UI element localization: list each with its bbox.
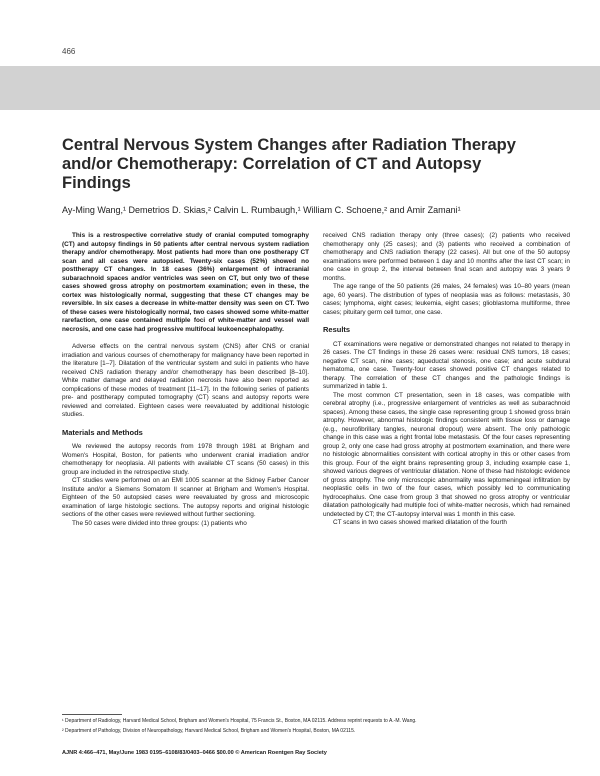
results-paragraph-1: CT examinations were negative or demonstrated changes not related to therapy in 26 cases. The CT findings in these 26 cases were: residual CNS tumors, 18 cases; negative CT scan, nine cases; aqueductal stenosis, one case; and acute subdural hematoma, one case. Twenty-four cases showed positive CT changes related to therapy. The correlation of these CT changes and the pathologic findings is summarized in table 1. — [323, 340, 570, 390]
journal-citation: AJNR 4:466–471, May/June 1983 0195–6108/83/0403–0466 $00.00 © American Roentgen Ray Society — [62, 750, 327, 756]
results-heading: Results — [323, 325, 351, 334]
footnotes — [62, 718, 552, 735]
methods-continued-paragraph: received CNS radiation therapy only (three cases); (2) patients who received chemotherapy only (25 cases); and (3) patients who received a combination of chemotherapy and CNS radiation therapy (22 cases). All but one of the 50 autopsy examinations were performed between 1 day and 10 months after the last CT scan; in one case in group 2, the interval between final scan and autopsy was 3 years 9 months. — [323, 232, 570, 282]
author-list: Ay-Ming Wang,¹ Demetrios D. Skias,² Calvin L. Rumbaugh,¹ William C. Schoene,² and Amir Zamani¹ — [62, 205, 461, 215]
methods-paragraph-2: CT studies were performed on an EMI 1005 scanner at the Sidney Farber Cancer Institute and/or a Siemens Somatom II scanner at Brigham and Women's Hospital. Eighteen of the 50 autopsied cases were reevaluated by gross and microscopic examination of large histologic sections. The autopsy reports and original histologic sections of the other cases were reviewed without further sectioning. — [62, 477, 309, 518]
methods-paragraph-1: We reviewed the autopsy records from 1978 through 1981 at Brigham and Women's Hospital, Boston, for patients who underwent cranial irradiation and/or chemotherapy for neoplasia. All patients with available CT scans (50 cases) in this group are included in the retrospective study. — [62, 443, 309, 476]
abstract: This is a restrospective correlative study of cranial computed tomography (CT) and autopsy findings in 50 patients after central nervous system radiation therapy and/or chemotherapy. Most patients had more than one postherapy CT scan and all cases were autopsied. Twenty-six cases (52%) showed no posttherapy CT changes. In 18 cases (36%) enlargement of intracranial subarachnoid spaces and/or ventricles was seen on CT, but only two of these cases showed gross atrophy on postmortem examination; even in these, the cortex was histologically normal, suggesting that these CT changes may be reversible. In six cases a decrease in white-matter density was seen on CT. Two of these cases were histologically normal, two cases showed some white-matter rarefaction, one case contained multiple foci of white-matter and vessel wall necrosis, and one case had progressive multifocal leukoencephalopathy. — [62, 232, 309, 333]
results-paragraph-3: CT scans in two cases showed marked dilatation of the fourth — [333, 519, 507, 526]
patient-demographics-paragraph: The age range of the 50 patients (26 males, 24 females) was 10–80 years (mean age, 60 years). The distribution of types of neoplasia was as follows: metastasis, 30 cases; lymphoma, eight cases; leukemia, eight cases; glioblastoma multiforme, three cases; pituitary germ cell tumor, one case. — [323, 283, 570, 316]
left-column — [62, 232, 309, 528]
introduction-paragraph: Adverse effects on the central nervous system (CNS) after CNS or cranial irradiation and various courses of chemotherapy for malignancy have been reported in the literature [1–7]. Dilatation of the ventricular system and sulci in patients who have received CNS radiation therapy and/or chemotherapy has been described [8–10]. White matter damage and delayed radiation necrosis have also been reported as complications of these modes of treatment [11–17]. In the following series of patients pre- and posttherapy computed tomography (CT) scans and autopsy reports were reviewed and correlated. Eighteen cases were reevaluated by additional histologic studies. — [62, 343, 309, 418]
methods-paragraph-3: The 50 cases were divided into three groups: (1) patients who — [72, 519, 247, 527]
article-title: Central Nervous System Changes after Radiation Therapy and/or Chemotherapy: Correlation of CT and Autopsy Findings — [62, 136, 516, 192]
page-number: 466 — [62, 47, 76, 56]
methods-heading: Materials and Methods — [62, 427, 143, 437]
footnote-divider — [62, 714, 122, 715]
header-band — [0, 66, 600, 110]
footnote-affiliation-1: ¹ Department of Radiology, Harvard Medical School, Brigham and Women's Hospital, 75 Francis St., Boston, MA 02115. Address reprint requests to A.-M. Wang. — [62, 718, 417, 724]
results-paragraph-2: The most common CT presentation, seen in 18 cases, was compatible with cerebral atrophy (i.e., progressive enlargement of ventricles as well as subarachnoid spaces). Among these cases, the single case representing group 1 showed gross brain atrophy. However, abnormal histologic findings consistent with tissue loss or damage (e.g., neurofibrillary tangles, neuronal dropout) were absent. The only pathologic change in this case was a right frontal lobe metastasis. Of the four cases representing group 2, only one case had gross atrophy at postmortem examination, and there were no histologic abnormalities consistent with cortical atrophy in this or other cases from this group. Four of the eight brains representing group 3, including example case 1, showed various degrees of ventricular dilatation. None of these had histologic evidence of gross atrophy. The only microscopic abnormality was leptomeningeal infiltration by neoplastic cells in two of the four cases, which possibly led to communicating hydrocephalus. One case from group 3 that showed no gross atrophy or ventricular dilatation pathologically had multiple foci of white-matter necrosis, which had remained undetected by CT; the CT-autopsy interval was 1 month in this case. — [323, 391, 570, 518]
right-column — [323, 232, 570, 528]
footnote-affiliation-2: ² Department of Pathology, Division of Neuropathology, Harvard Medical School, Brigham and Women's Hospital, Boston, MA 02115. — [62, 727, 356, 734]
